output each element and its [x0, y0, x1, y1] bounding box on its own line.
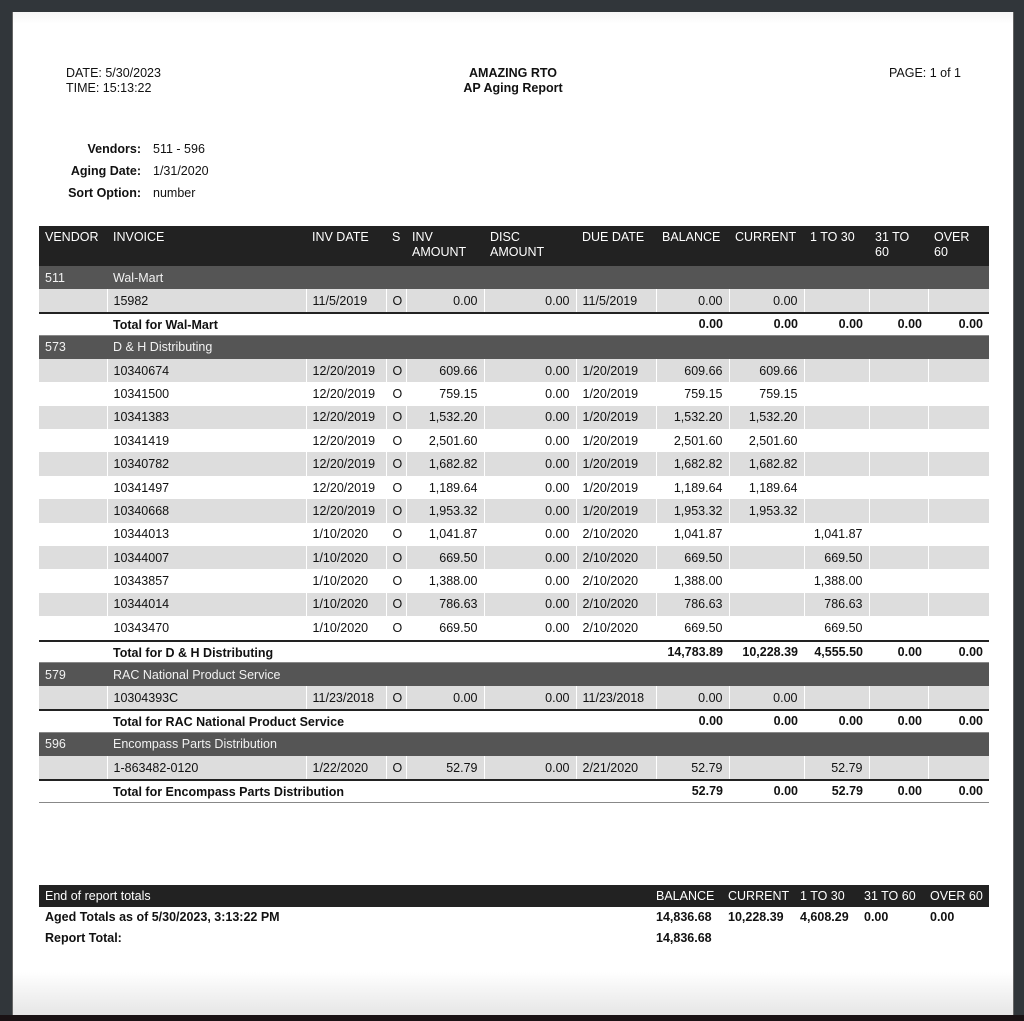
vendor-number: 511 [39, 266, 107, 289]
aging-1-30: 669.50 [804, 546, 869, 569]
due-date: 11/5/2019 [576, 289, 656, 313]
end-col-balance: BALANCE [656, 889, 715, 903]
invoice-date: 12/20/2019 [306, 429, 386, 452]
aging-over-60 [928, 686, 989, 710]
current [729, 616, 804, 640]
aging-over-60 [928, 523, 989, 546]
balance: 786.63 [656, 593, 729, 616]
balance: 1,682.82 [656, 452, 729, 475]
due-date: 2/10/2020 [576, 523, 656, 546]
aging-over-60 [928, 756, 989, 780]
total-balance: 14,783.89 [656, 641, 729, 663]
viewer-bottom-bar [0, 1015, 1024, 1021]
invoice-status: O [386, 686, 406, 710]
total-over-60: 0.00 [928, 313, 989, 335]
discount-amount: 0.00 [484, 359, 576, 382]
discount-amount: 0.00 [484, 616, 576, 640]
invoice-number: 10341497 [107, 476, 306, 499]
report-page [12, 12, 1014, 1015]
column-header-balance: BALANCE [656, 226, 729, 266]
current: 1,682.82 [729, 452, 804, 475]
aging-1-30: 52.79 [804, 756, 869, 780]
aging-1-30 [804, 289, 869, 313]
company-name: AMAZING RTO [469, 66, 557, 80]
vendor-total-row [39, 780, 989, 802]
discount-amount: 0.00 [484, 569, 576, 592]
vendor-number: 579 [39, 663, 107, 687]
column-header-current: CURRENT [729, 226, 804, 266]
invoice-status: O [386, 452, 406, 475]
invoice-status: O [386, 499, 406, 522]
invoice-amount: 2,501.60 [406, 429, 484, 452]
spacer-cell [386, 710, 656, 732]
current: 0.00 [729, 686, 804, 710]
param-label: Aging Date: [70, 164, 141, 178]
total-31-60: 0.00 [869, 641, 928, 663]
column-header-31-to-60: 31 TO 60 [869, 226, 928, 266]
invoice-date: 12/20/2019 [306, 406, 386, 429]
aging-1-30: 1,041.87 [804, 523, 869, 546]
discount-amount: 0.00 [484, 406, 576, 429]
param-value: 511 - 596 [153, 142, 205, 156]
end-totals-header [39, 885, 989, 907]
vendor-total-label: Total for D & H Distributing [107, 641, 386, 663]
vendor-cell [39, 641, 107, 663]
due-date: 1/20/2019 [576, 382, 656, 405]
aging-31-60 [869, 756, 928, 780]
invoice-row [39, 546, 989, 569]
invoice-number: 10344014 [107, 593, 306, 616]
column-header-due-date: DUE DATE [576, 226, 656, 266]
current: 759.15 [729, 382, 804, 405]
table-body [39, 266, 989, 802]
spacer-cell [386, 641, 656, 663]
aging-over-60 [928, 569, 989, 592]
current [729, 523, 804, 546]
invoice-status: O [386, 359, 406, 382]
aging-31-60 [869, 523, 928, 546]
invoice-number: 1-863482-0120 [107, 756, 306, 780]
param-aging-date [53, 160, 209, 182]
aging-over-60 [928, 359, 989, 382]
invoice-date: 1/22/2020 [306, 756, 386, 780]
vendor-cell [39, 756, 107, 780]
column-header-inv-amount: INV AMOUNT [406, 226, 484, 266]
invoice-number: 10341383 [107, 406, 306, 429]
param-value: number [153, 186, 196, 200]
due-date: 1/20/2019 [576, 499, 656, 522]
report-title-block [393, 66, 633, 96]
aging-over-60 [928, 476, 989, 499]
current [729, 569, 804, 592]
discount-amount: 0.00 [484, 452, 576, 475]
total-over-60: 0.00 [928, 641, 989, 663]
invoice-status: O [386, 546, 406, 569]
aging-31-60 [869, 593, 928, 616]
end-col-current: CURRENT [728, 889, 790, 903]
vendor-cell [39, 499, 107, 522]
aging-31-60 [869, 569, 928, 592]
aging-1-30 [804, 382, 869, 405]
vendor-total-row [39, 641, 989, 663]
vendor-row [39, 663, 989, 687]
end-totals-title: End of report totals [45, 889, 151, 903]
invoice-amount: 1,532.20 [406, 406, 484, 429]
invoice-date: 12/20/2019 [306, 382, 386, 405]
invoice-number: 15982 [107, 289, 306, 313]
aging-over-60 [928, 382, 989, 405]
vendor-name: Encompass Parts Distribution [107, 732, 989, 756]
aging-over-60 [928, 289, 989, 313]
invoice-row [39, 616, 989, 640]
vendor-cell [39, 406, 107, 429]
aging-over-60 [928, 593, 989, 616]
aged-31-60: 0.00 [864, 910, 889, 924]
vendor-total-label: Total for Wal-Mart [107, 313, 386, 335]
current: 1,953.32 [729, 499, 804, 522]
report-title: AP Aging Report [463, 81, 563, 95]
aging-1-30 [804, 429, 869, 452]
invoice-number: 10340668 [107, 499, 306, 522]
vendor-cell [39, 569, 107, 592]
aging-1-30 [804, 452, 869, 475]
discount-amount: 0.00 [484, 382, 576, 405]
due-date: 2/10/2020 [576, 616, 656, 640]
invoice-amount: 1,189.64 [406, 476, 484, 499]
param-label: Sort Option: [68, 186, 141, 200]
aging-31-60 [869, 289, 928, 313]
invoice-number: 10341500 [107, 382, 306, 405]
invoice-date: 1/10/2020 [306, 569, 386, 592]
vendor-cell [39, 289, 107, 313]
balance: 1,532.20 [656, 406, 729, 429]
invoice-date: 1/10/2020 [306, 546, 386, 569]
param-sort-option [53, 182, 209, 204]
invoice-date: 12/20/2019 [306, 359, 386, 382]
aging-1-30 [804, 359, 869, 382]
end-col-31-60: 31 TO 60 [864, 889, 916, 903]
invoice-amount: 759.15 [406, 382, 484, 405]
invoice-amount: 1,388.00 [406, 569, 484, 592]
aging-over-60 [928, 546, 989, 569]
invoice-status: O [386, 289, 406, 313]
vendor-name: RAC National Product Service [107, 663, 989, 687]
invoice-row [39, 476, 989, 499]
column-header-vendor: VENDOR [39, 226, 107, 266]
column-header-disc-amount: DISC AMOUNT [484, 226, 576, 266]
invoice-row [39, 359, 989, 382]
balance: 609.66 [656, 359, 729, 382]
current: 609.66 [729, 359, 804, 382]
invoice-number: 10344007 [107, 546, 306, 569]
vendor-row [39, 732, 989, 756]
aging-31-60 [869, 452, 928, 475]
invoice-date: 12/20/2019 [306, 499, 386, 522]
due-date: 11/23/2018 [576, 686, 656, 710]
total-1-30: 0.00 [804, 313, 869, 335]
invoice-row [39, 569, 989, 592]
vendor-number: 573 [39, 335, 107, 359]
vendor-cell [39, 359, 107, 382]
column-header-over-60: OVER 60 [928, 226, 989, 266]
due-date: 2/21/2020 [576, 756, 656, 780]
column-header-invoice: INVOICE [107, 226, 306, 266]
due-date: 2/10/2020 [576, 593, 656, 616]
vendor-total-label: Total for RAC National Product Service [107, 710, 386, 732]
total-1-30: 4,555.50 [804, 641, 869, 663]
vendor-cell [39, 616, 107, 640]
end-col-1-30: 1 TO 30 [800, 889, 845, 903]
discount-amount: 0.00 [484, 756, 576, 780]
table-header-row [39, 226, 989, 266]
vendor-cell [39, 523, 107, 546]
aging-31-60 [869, 476, 928, 499]
invoice-amount: 786.63 [406, 593, 484, 616]
discount-amount: 0.00 [484, 523, 576, 546]
invoice-date: 1/10/2020 [306, 593, 386, 616]
balance: 1,189.64 [656, 476, 729, 499]
vendor-cell [39, 382, 107, 405]
aging-1-30: 669.50 [804, 616, 869, 640]
invoice-number: 10304393C [107, 686, 306, 710]
aging-31-60 [869, 546, 928, 569]
balance: 52.79 [656, 756, 729, 780]
due-date: 1/20/2019 [576, 359, 656, 382]
vendor-name: Wal-Mart [107, 266, 989, 289]
report-total-label: Report Total: [45, 931, 122, 945]
aging-over-60 [928, 616, 989, 640]
aged-totals-label: Aged Totals as of 5/30/2023, 3:13:22 PM [45, 910, 280, 924]
vendor-number: 596 [39, 732, 107, 756]
total-balance: 0.00 [656, 710, 729, 732]
total-1-30: 52.79 [804, 780, 869, 802]
invoice-amount: 669.50 [406, 616, 484, 640]
invoice-number: 10340782 [107, 452, 306, 475]
aging-31-60 [869, 616, 928, 640]
vendor-cell [39, 452, 107, 475]
aging-1-30 [804, 686, 869, 710]
invoice-status: O [386, 593, 406, 616]
balance: 0.00 [656, 686, 729, 710]
aging-31-60 [869, 406, 928, 429]
invoice-amount: 609.66 [406, 359, 484, 382]
aging-table [39, 226, 989, 803]
aging-over-60 [928, 429, 989, 452]
vendor-total-row [39, 313, 989, 335]
vendor-row [39, 266, 989, 289]
invoice-number: 10340674 [107, 359, 306, 382]
total-31-60: 0.00 [869, 780, 928, 802]
vendor-row [39, 335, 989, 359]
invoice-status: O [386, 476, 406, 499]
due-date: 1/20/2019 [576, 476, 656, 499]
aging-over-60 [928, 452, 989, 475]
vendor-cell [39, 686, 107, 710]
invoice-amount: 1,041.87 [406, 523, 484, 546]
vendor-total-label: Total for Encompass Parts Distribution [107, 780, 386, 802]
vendor-cell [39, 313, 107, 335]
balance: 1,953.32 [656, 499, 729, 522]
invoice-row [39, 452, 989, 475]
invoice-date: 12/20/2019 [306, 452, 386, 475]
discount-amount: 0.00 [484, 546, 576, 569]
total-31-60: 0.00 [869, 710, 928, 732]
report-date: DATE: 5/30/2023 [66, 66, 161, 80]
vendor-cell [39, 546, 107, 569]
total-31-60: 0.00 [869, 313, 928, 335]
aging-31-60 [869, 686, 928, 710]
aged-1-30: 4,608.29 [800, 910, 849, 924]
current: 1,532.20 [729, 406, 804, 429]
invoice-date: 11/5/2019 [306, 289, 386, 313]
invoice-number: 10341419 [107, 429, 306, 452]
balance: 0.00 [656, 289, 729, 313]
due-date: 2/10/2020 [576, 569, 656, 592]
aging-1-30: 786.63 [804, 593, 869, 616]
invoice-row [39, 593, 989, 616]
due-date: 1/20/2019 [576, 429, 656, 452]
invoice-row [39, 289, 989, 313]
invoice-amount: 1,682.82 [406, 452, 484, 475]
invoice-status: O [386, 382, 406, 405]
aging-1-30 [804, 476, 869, 499]
param-vendors [53, 138, 209, 160]
vendor-cell [39, 429, 107, 452]
invoice-row [39, 756, 989, 780]
param-label: Vendors: [87, 142, 141, 156]
spacer-cell [386, 313, 656, 335]
invoice-row [39, 382, 989, 405]
vendor-total-row [39, 710, 989, 732]
column-header-status: S [386, 226, 406, 266]
current [729, 546, 804, 569]
current: 2,501.60 [729, 429, 804, 452]
invoice-number: 10343470 [107, 616, 306, 640]
invoice-number: 10344013 [107, 523, 306, 546]
invoice-amount: 52.79 [406, 756, 484, 780]
invoice-date: 1/10/2020 [306, 523, 386, 546]
viewer-top-bar [0, 0, 1024, 12]
report-total-row [39, 928, 989, 949]
invoice-amount: 0.00 [406, 289, 484, 313]
invoice-status: O [386, 756, 406, 780]
invoice-date: 11/23/2018 [306, 686, 386, 710]
aged-balance: 14,836.68 [656, 910, 712, 924]
invoice-row [39, 406, 989, 429]
report-parameters [53, 138, 209, 204]
total-1-30: 0.00 [804, 710, 869, 732]
balance: 1,041.87 [656, 523, 729, 546]
invoice-status: O [386, 406, 406, 429]
invoice-status: O [386, 429, 406, 452]
balance: 759.15 [656, 382, 729, 405]
aging-1-30 [804, 499, 869, 522]
vendor-cell [39, 710, 107, 732]
spacer-cell [386, 780, 656, 802]
vendor-name: D & H Distributing [107, 335, 989, 359]
discount-amount: 0.00 [484, 499, 576, 522]
report-total-value: 14,836.68 [656, 931, 712, 945]
due-date: 1/20/2019 [576, 406, 656, 429]
invoice-row [39, 429, 989, 452]
invoice-date: 1/10/2020 [306, 616, 386, 640]
due-date: 1/20/2019 [576, 452, 656, 475]
balance: 669.50 [656, 616, 729, 640]
total-balance: 52.79 [656, 780, 729, 802]
invoice-number: 10343857 [107, 569, 306, 592]
current: 0.00 [729, 289, 804, 313]
vendor-cell [39, 780, 107, 802]
page-number: PAGE: 1 of 1 [888, 66, 961, 80]
invoice-status: O [386, 616, 406, 640]
discount-amount: 0.00 [484, 429, 576, 452]
vendor-cell [39, 476, 107, 499]
due-date: 2/10/2020 [576, 546, 656, 569]
total-over-60: 0.00 [928, 780, 989, 802]
current [729, 756, 804, 780]
aging-31-60 [869, 359, 928, 382]
total-current: 0.00 [729, 780, 804, 802]
total-over-60: 0.00 [928, 710, 989, 732]
aged-current: 10,228.39 [728, 910, 784, 924]
column-header-1-to-30: 1 TO 30 [804, 226, 869, 266]
invoice-status: O [386, 569, 406, 592]
end-col-over-60: OVER 60 [930, 889, 983, 903]
invoice-row [39, 686, 989, 710]
balance: 1,388.00 [656, 569, 729, 592]
aging-over-60 [928, 499, 989, 522]
total-current: 0.00 [729, 710, 804, 732]
balance: 2,501.60 [656, 429, 729, 452]
current [729, 593, 804, 616]
aged-over-60: 0.00 [930, 910, 955, 924]
aged-totals-row [39, 907, 989, 928]
total-current: 0.00 [729, 313, 804, 335]
invoice-date: 12/20/2019 [306, 476, 386, 499]
aging-over-60 [928, 406, 989, 429]
report-date-time [66, 66, 161, 96]
invoice-amount: 669.50 [406, 546, 484, 569]
aging-31-60 [869, 382, 928, 405]
discount-amount: 0.00 [484, 593, 576, 616]
aging-31-60 [869, 429, 928, 452]
discount-amount: 0.00 [484, 686, 576, 710]
discount-amount: 0.00 [484, 476, 576, 499]
report-time: TIME: 15:13:22 [66, 81, 152, 95]
invoice-amount: 0.00 [406, 686, 484, 710]
aging-1-30 [804, 406, 869, 429]
aging-31-60 [869, 499, 928, 522]
total-balance: 0.00 [656, 313, 729, 335]
vendor-cell [39, 593, 107, 616]
invoice-amount: 1,953.32 [406, 499, 484, 522]
balance: 669.50 [656, 546, 729, 569]
aging-1-30: 1,388.00 [804, 569, 869, 592]
total-current: 10,228.39 [729, 641, 804, 663]
param-value: 1/31/2020 [153, 164, 209, 178]
column-header-inv-date: INV DATE [306, 226, 386, 266]
invoice-row [39, 499, 989, 522]
invoice-row [39, 523, 989, 546]
current: 1,189.64 [729, 476, 804, 499]
discount-amount: 0.00 [484, 289, 576, 313]
end-of-report-totals [39, 885, 989, 949]
invoice-status: O [386, 523, 406, 546]
